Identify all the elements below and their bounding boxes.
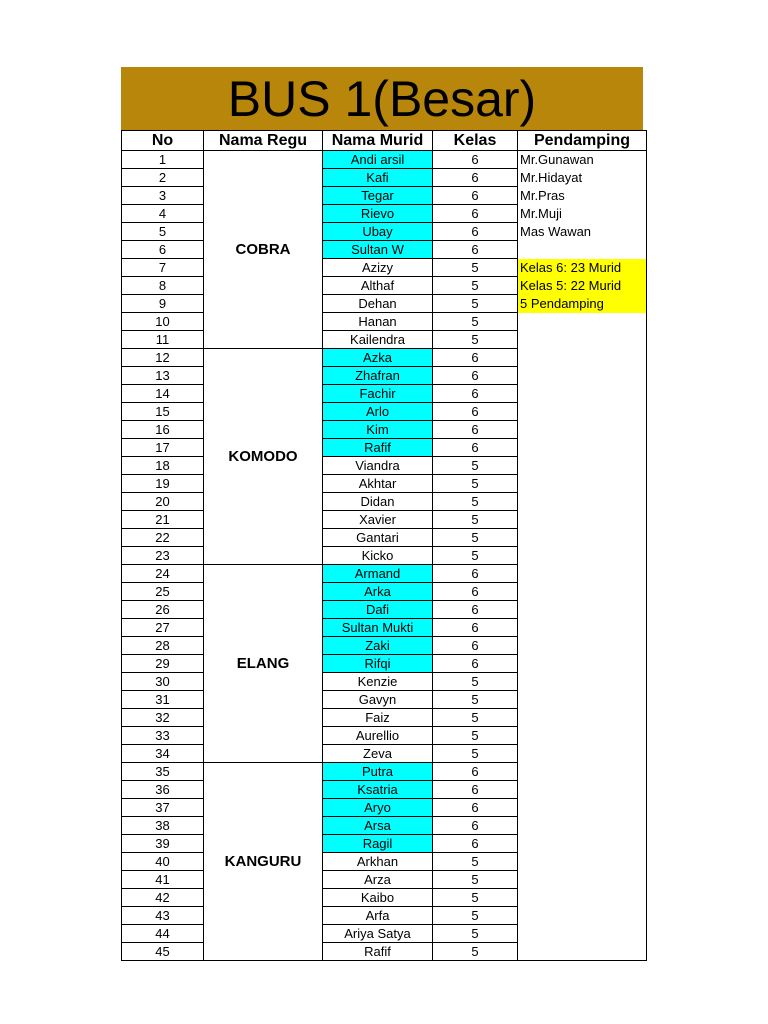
cell-pendamping (518, 601, 647, 619)
cell-no: 37 (122, 799, 204, 817)
table-row (122, 421, 647, 439)
table-row (122, 187, 647, 205)
cell-no: 29 (122, 655, 204, 673)
cell-pendamping (518, 871, 647, 889)
table-row (122, 655, 647, 673)
table-row (122, 709, 647, 727)
cell-pendamping (518, 925, 647, 943)
cell-no: 4 (122, 205, 204, 223)
cell-no: 20 (122, 493, 204, 511)
cell-pendamping (518, 241, 647, 259)
cell-nama-murid: Armand (323, 565, 433, 583)
cell-nama-murid: Dehan (323, 295, 433, 313)
header-pendamping: Pendamping (518, 131, 647, 151)
cell-pendamping (518, 943, 647, 961)
cell-pendamping (518, 907, 647, 925)
cell-kelas: 6 (433, 223, 518, 241)
cell-pendamping (518, 619, 647, 637)
cell-kelas: 6 (433, 637, 518, 655)
cell-kelas: 6 (433, 367, 518, 385)
cell-no: 17 (122, 439, 204, 457)
cell-pendamping (518, 673, 647, 691)
cell-pendamping (518, 457, 647, 475)
cell-nama-murid: Rifqi (323, 655, 433, 673)
cell-kelas: 5 (433, 457, 518, 475)
cell-kelas: 6 (433, 817, 518, 835)
cell-kelas: 5 (433, 295, 518, 313)
cell-nama-murid: Zeva (323, 745, 433, 763)
table-row (122, 493, 647, 511)
cell-pendamping: Mr.Gunawan (518, 151, 647, 169)
table-row (122, 547, 647, 565)
table-row (122, 889, 647, 907)
cell-nama-murid: Andi arsil (323, 151, 433, 169)
cell-kelas: 6 (433, 385, 518, 403)
cell-nama-murid: Azizy (323, 259, 433, 277)
cell-kelas: 6 (433, 601, 518, 619)
cell-kelas: 6 (433, 403, 518, 421)
cell-nama-murid: Kailendra (323, 331, 433, 349)
cell-pendamping (518, 745, 647, 763)
cell-nama-murid: Aurellio (323, 727, 433, 745)
cell-no: 43 (122, 907, 204, 925)
cell-no: 38 (122, 817, 204, 835)
table-row (122, 745, 647, 763)
cell-pendamping (518, 529, 647, 547)
cell-nama-murid: Kenzie (323, 673, 433, 691)
table-row (122, 601, 647, 619)
cell-nama-murid: Putra (323, 763, 433, 781)
table-row (122, 385, 647, 403)
cell-nama-murid: Kafi (323, 169, 433, 187)
table-row (122, 763, 647, 781)
header-row (122, 131, 647, 151)
table-row (122, 223, 647, 241)
cell-pendamping (518, 439, 647, 457)
cell-no: 23 (122, 547, 204, 565)
table-row (122, 565, 647, 583)
cell-kelas: 6 (433, 583, 518, 601)
table-row (122, 511, 647, 529)
cell-pendamping (518, 853, 647, 871)
sheet-title: BUS 1(Besar) (121, 67, 643, 130)
cell-kelas: 5 (433, 745, 518, 763)
table-row (122, 295, 647, 313)
cell-no: 25 (122, 583, 204, 601)
cell-nama-murid: Kicko (323, 547, 433, 565)
cell-kelas: 5 (433, 529, 518, 547)
cell-nama-murid: Rafif (323, 439, 433, 457)
roster-table (121, 130, 647, 961)
cell-pendamping (518, 385, 647, 403)
cell-pendamping (518, 637, 647, 655)
cell-pendamping (518, 655, 647, 673)
cell-nama-murid: Tegar (323, 187, 433, 205)
cell-no: 8 (122, 277, 204, 295)
table-row (122, 277, 647, 295)
cell-no: 34 (122, 745, 204, 763)
cell-nama-murid: Akhtar (323, 475, 433, 493)
cell-nama-murid: Arfa (323, 907, 433, 925)
table-row (122, 583, 647, 601)
cell-pendamping (518, 691, 647, 709)
cell-kelas: 6 (433, 187, 518, 205)
cell-kelas: 5 (433, 259, 518, 277)
table-row (122, 619, 647, 637)
cell-nama-murid: Arka (323, 583, 433, 601)
table-row (122, 853, 647, 871)
cell-pendamping (518, 511, 647, 529)
cell-no: 31 (122, 691, 204, 709)
cell-pendamping (518, 565, 647, 583)
cell-nama-murid: Ksatria (323, 781, 433, 799)
bus-roster-sheet (121, 67, 643, 961)
cell-nama-murid: Rievo (323, 205, 433, 223)
table-row (122, 691, 647, 709)
cell-no: 11 (122, 331, 204, 349)
cell-no: 16 (122, 421, 204, 439)
table-row (122, 169, 647, 187)
cell-no: 1 (122, 151, 204, 169)
cell-no: 12 (122, 349, 204, 367)
table-row (122, 367, 647, 385)
cell-nama-regu: KANGURU (204, 763, 323, 961)
cell-nama-murid: Arsa (323, 817, 433, 835)
cell-pendamping (518, 475, 647, 493)
cell-kelas: 6 (433, 151, 518, 169)
table-row (122, 925, 647, 943)
cell-pendamping (518, 763, 647, 781)
table-row (122, 799, 647, 817)
cell-nama-murid: Sultan W (323, 241, 433, 259)
cell-nama-regu: ELANG (204, 565, 323, 763)
cell-no: 40 (122, 853, 204, 871)
table-row (122, 727, 647, 745)
cell-nama-murid: Faiz (323, 709, 433, 727)
cell-pendamping (518, 727, 647, 745)
cell-nama-regu: KOMODO (204, 349, 323, 565)
cell-pendamping: Mas Wawan (518, 223, 647, 241)
cell-no: 33 (122, 727, 204, 745)
table-row (122, 943, 647, 961)
roster-body (122, 151, 647, 961)
cell-kelas: 5 (433, 925, 518, 943)
cell-pendamping (518, 817, 647, 835)
cell-kelas: 5 (433, 277, 518, 295)
cell-pendamping (518, 547, 647, 565)
cell-no: 39 (122, 835, 204, 853)
cell-pendamping (518, 331, 647, 349)
cell-nama-murid: Fachir (323, 385, 433, 403)
table-row (122, 439, 647, 457)
cell-pendamping (518, 781, 647, 799)
cell-no: 14 (122, 385, 204, 403)
cell-no: 26 (122, 601, 204, 619)
cell-nama-murid: Dafi (323, 601, 433, 619)
cell-no: 32 (122, 709, 204, 727)
cell-pendamping (518, 709, 647, 727)
cell-kelas: 6 (433, 835, 518, 853)
cell-pendamping (518, 799, 647, 817)
cell-nama-murid: Azka (323, 349, 433, 367)
table-row (122, 835, 647, 853)
cell-nama-murid: Viandra (323, 457, 433, 475)
cell-no: 9 (122, 295, 204, 313)
cell-kelas: 5 (433, 907, 518, 925)
cell-kelas: 5 (433, 673, 518, 691)
header-no: No (122, 131, 204, 151)
table-row (122, 403, 647, 421)
table-row (122, 457, 647, 475)
cell-no: 35 (122, 763, 204, 781)
table-row (122, 349, 647, 367)
cell-nama-murid: Arkhan (323, 853, 433, 871)
cell-nama-murid: Gavyn (323, 691, 433, 709)
cell-kelas: 6 (433, 781, 518, 799)
cell-nama-regu: COBRA (204, 151, 323, 349)
table-row (122, 673, 647, 691)
cell-kelas: 6 (433, 169, 518, 187)
cell-kelas: 6 (433, 619, 518, 637)
cell-pendamping (518, 313, 647, 331)
table-row (122, 313, 647, 331)
cell-no: 24 (122, 565, 204, 583)
cell-kelas: 5 (433, 511, 518, 529)
header-kelas: Kelas (433, 131, 518, 151)
cell-kelas: 6 (433, 241, 518, 259)
cell-pendamping: Mr.Pras (518, 187, 647, 205)
cell-no: 15 (122, 403, 204, 421)
cell-nama-murid: Gantari (323, 529, 433, 547)
cell-pendamping: 5 Pendamping (518, 295, 647, 313)
cell-no: 3 (122, 187, 204, 205)
cell-kelas: 5 (433, 871, 518, 889)
cell-kelas: 6 (433, 349, 518, 367)
cell-kelas: 5 (433, 331, 518, 349)
cell-pendamping: Mr.Muji (518, 205, 647, 223)
table-row (122, 259, 647, 277)
cell-nama-murid: Hanan (323, 313, 433, 331)
cell-kelas: 5 (433, 943, 518, 961)
cell-pendamping (518, 349, 647, 367)
cell-nama-murid: Kim (323, 421, 433, 439)
cell-kelas: 6 (433, 655, 518, 673)
cell-pendamping: Mr.Hidayat (518, 169, 647, 187)
cell-kelas: 5 (433, 727, 518, 745)
cell-kelas: 5 (433, 691, 518, 709)
cell-pendamping: Kelas 5: 22 Murid (518, 277, 647, 295)
cell-pendamping (518, 403, 647, 421)
header-nama-murid: Nama Murid (323, 131, 433, 151)
cell-no: 41 (122, 871, 204, 889)
cell-nama-murid: Zhafran (323, 367, 433, 385)
cell-no: 10 (122, 313, 204, 331)
cell-kelas: 5 (433, 493, 518, 511)
cell-no: 19 (122, 475, 204, 493)
cell-no: 2 (122, 169, 204, 187)
cell-kelas: 6 (433, 763, 518, 781)
cell-no: 13 (122, 367, 204, 385)
cell-no: 44 (122, 925, 204, 943)
cell-no: 30 (122, 673, 204, 691)
cell-nama-murid: Ariya Satya (323, 925, 433, 943)
cell-nama-murid: Zaki (323, 637, 433, 655)
table-row (122, 151, 647, 169)
cell-nama-murid: Arza (323, 871, 433, 889)
cell-kelas: 6 (433, 565, 518, 583)
table-row (122, 871, 647, 889)
table-row (122, 205, 647, 223)
cell-kelas: 5 (433, 853, 518, 871)
cell-nama-murid: Aryo (323, 799, 433, 817)
cell-kelas: 6 (433, 439, 518, 457)
cell-kelas: 5 (433, 475, 518, 493)
cell-kelas: 5 (433, 889, 518, 907)
cell-pendamping (518, 367, 647, 385)
table-row (122, 331, 647, 349)
cell-kelas: 5 (433, 709, 518, 727)
cell-no: 45 (122, 943, 204, 961)
table-row (122, 907, 647, 925)
cell-pendamping (518, 583, 647, 601)
table-row (122, 475, 647, 493)
table-row (122, 241, 647, 259)
cell-nama-murid: Ragil (323, 835, 433, 853)
cell-nama-murid: Ubay (323, 223, 433, 241)
table-row (122, 529, 647, 547)
table-row (122, 781, 647, 799)
cell-pendamping (518, 421, 647, 439)
cell-no: 42 (122, 889, 204, 907)
cell-pendamping (518, 835, 647, 853)
cell-nama-murid: Arlo (323, 403, 433, 421)
cell-kelas: 5 (433, 547, 518, 565)
cell-no: 22 (122, 529, 204, 547)
cell-kelas: 6 (433, 799, 518, 817)
cell-kelas: 6 (433, 205, 518, 223)
cell-no: 21 (122, 511, 204, 529)
table-row (122, 637, 647, 655)
cell-pendamping (518, 493, 647, 511)
cell-nama-murid: Didan (323, 493, 433, 511)
cell-nama-murid: Sultan Mukti (323, 619, 433, 637)
cell-no: 6 (122, 241, 204, 259)
cell-nama-murid: Rafif (323, 943, 433, 961)
cell-no: 27 (122, 619, 204, 637)
cell-kelas: 6 (433, 421, 518, 439)
cell-pendamping: Kelas 6: 23 Murid (518, 259, 647, 277)
cell-no: 28 (122, 637, 204, 655)
cell-kelas: 5 (433, 313, 518, 331)
cell-no: 36 (122, 781, 204, 799)
table-row (122, 817, 647, 835)
cell-nama-murid: Xavier (323, 511, 433, 529)
cell-no: 7 (122, 259, 204, 277)
cell-nama-murid: Kaibo (323, 889, 433, 907)
cell-no: 5 (122, 223, 204, 241)
cell-nama-murid: Althaf (323, 277, 433, 295)
cell-pendamping (518, 889, 647, 907)
cell-no: 18 (122, 457, 204, 475)
header-nama-regu: Nama Regu (204, 131, 323, 151)
